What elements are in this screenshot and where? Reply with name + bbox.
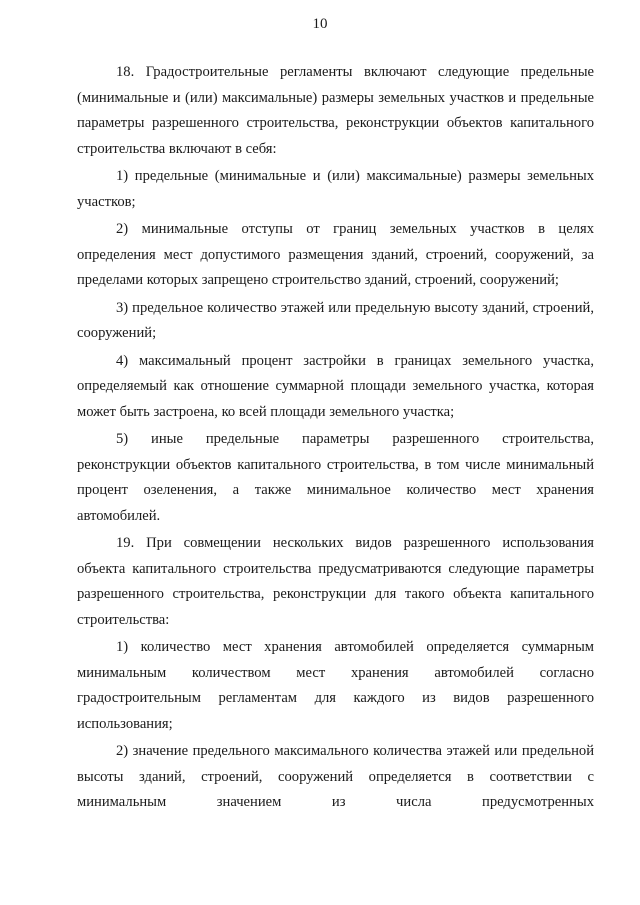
paragraph-19: 19. При совмещении нескольких видов разрешенного использования объекта капитального строительства предусматриваются следующие параметры разрешенного строительства, реконструкции для такого объекта капитального строительства: [77, 535, 594, 628]
paragraph-18-item-1: 1) предельные (минимальные и (или) максимальные) размеры земельных участков; [77, 168, 594, 210]
document-body [77, 60, 594, 818]
paragraph-18-item-5: 5) иные предельные параметры разрешенного строительства, реконструкции объектов капитального строительства, в том числе минимальный процент озеленения, а также минимальное количество мест хранения автомобилей. [77, 431, 594, 524]
paragraph-18-item-3: 3) предельное количество этажей или предельную высоту зданий, строений, сооружений; [77, 299, 594, 341]
paragraph-19-item-2: 2) значение предельного максимального количества этажей или предельной высоты зданий, строений, сооружений определяется в соответствии с минимальным значением из числа предусмотренных [77, 743, 594, 810]
paragraph-19-item-1: 1) количество мест хранения автомобилей определяется суммарным минимальным количеством мест хранения автомобилей согласно градостроительным регламентам для каждого из видов разрешенного использования; [77, 639, 594, 732]
paragraph-18: 18. Градостроительные регламенты включают следующие предельные (минимальные и (или) максимальные) размеры земельных участков и предельные параметры разрешенного строительства, реконструкции объектов капитального строительства включают в себя: [77, 64, 594, 157]
paragraph-18-item-4: 4) максимальный процент застройки в границах земельного участка, определяемый как отношение суммарной площади земельного участка, которая может быть застроена, ко всей площади земельного участка; [77, 352, 594, 420]
page-number: 10 [312, 16, 328, 32]
paragraph-18-item-2: 2) минимальные отступы от границ земельных участков в целях определения мест допустимого размещения зданий, строений, сооружений, за пределами которых запрещено строительство зданий, строений, сооружений; [77, 221, 594, 288]
